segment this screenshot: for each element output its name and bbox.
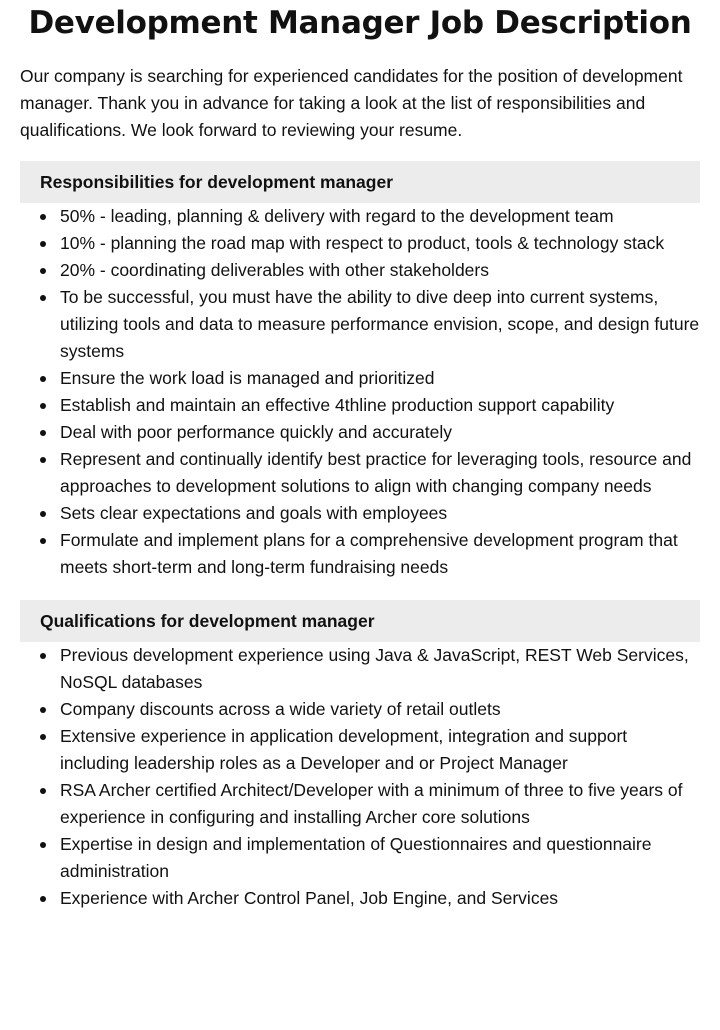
list-item (20, 257, 700, 284)
bullet-icon (40, 653, 46, 659)
list-item-text: 20% - coordinating deliverables with other stakeholders (60, 260, 489, 280)
list-item (20, 365, 700, 392)
list-item (20, 696, 700, 723)
list-item-text: Formulate and implement plans for a comprehensive development program that meets short-term and long-term fundraising needs (60, 530, 678, 577)
list-item-text: 10% - planning the road map with respect to product, tools & technology stack (60, 233, 665, 253)
list-item-text: Establish and maintain an effective 4thline production support capability (60, 395, 615, 415)
list-item (20, 203, 700, 230)
qualifications-list (20, 642, 700, 912)
bullet-icon (40, 707, 46, 713)
list-item-text: Experience with Archer Control Panel, Job Engine, and Services (60, 888, 559, 908)
list-item-text: Represent and continually identify best practice for leveraging tools, resource and approaches to development solutions to align with changing company needs (60, 449, 692, 496)
list-item-text: Extensive experience in application development, integration and support including leadership roles as a Developer and or Project Manager (60, 726, 628, 773)
bullet-icon (40, 538, 46, 544)
list-item-text: Previous development experience using Java & JavaScript, REST Web Services, NoSQL databases (60, 645, 689, 692)
bullet-icon (40, 214, 46, 220)
page-title: Development Manager Job Description (28, 5, 692, 41)
bullet-icon (40, 842, 46, 848)
list-item-text: Deal with poor performance quickly and accurately (60, 422, 452, 442)
list-item-text: 50% - leading, planning & delivery with regard to the development team (60, 206, 614, 226)
list-item (20, 230, 700, 257)
list-item (20, 500, 700, 527)
bullet-icon (40, 788, 46, 794)
list-item (20, 284, 700, 365)
list-item-text: Expertise in design and implementation of Questionnaires and questionnaire administration (60, 834, 652, 881)
list-item-text: To be successful, you must have the ability to dive deep into current systems, utilizing tools and data to measure performance envision, scope, and design future systems (60, 287, 700, 361)
bullet-icon (40, 241, 46, 247)
list-item (20, 642, 700, 696)
responsibilities-list (20, 203, 700, 581)
list-item-text: Ensure the work load is managed and prioritized (60, 368, 435, 388)
qualifications-heading: Qualifications for development manager (20, 600, 700, 642)
bullet-icon (40, 896, 46, 902)
list-item (20, 831, 700, 885)
bullet-icon (40, 268, 46, 274)
list-item (20, 723, 700, 777)
responsibilities-heading: Responsibilities for development manager (20, 161, 700, 203)
list-item (20, 885, 700, 912)
list-item-text: Company discounts across a wide variety of retail outlets (60, 699, 501, 719)
list-item-text: RSA Archer certified Architect/Developer with a minimum of three to five years of experience in configuring and installing Archer core solutions (60, 780, 683, 827)
bullet-icon (40, 376, 46, 382)
bullet-icon (40, 430, 46, 436)
bullet-icon (40, 457, 46, 463)
intro-paragraph: Our company is searching for experienced candidates for the position of development manager. Thank you in advance for taking a look at the list of responsibilities and qualifications. We look forward to reviewing your resume. (20, 66, 683, 140)
list-item (20, 392, 700, 419)
list-item-text: Sets clear expectations and goals with employees (60, 503, 448, 523)
bullet-icon (40, 295, 46, 301)
list-item (20, 446, 700, 500)
list-item (20, 527, 700, 581)
bullet-icon (40, 511, 46, 517)
bullet-icon (40, 403, 46, 409)
list-item (20, 419, 700, 446)
bullet-icon (40, 734, 46, 740)
list-item (20, 777, 700, 831)
